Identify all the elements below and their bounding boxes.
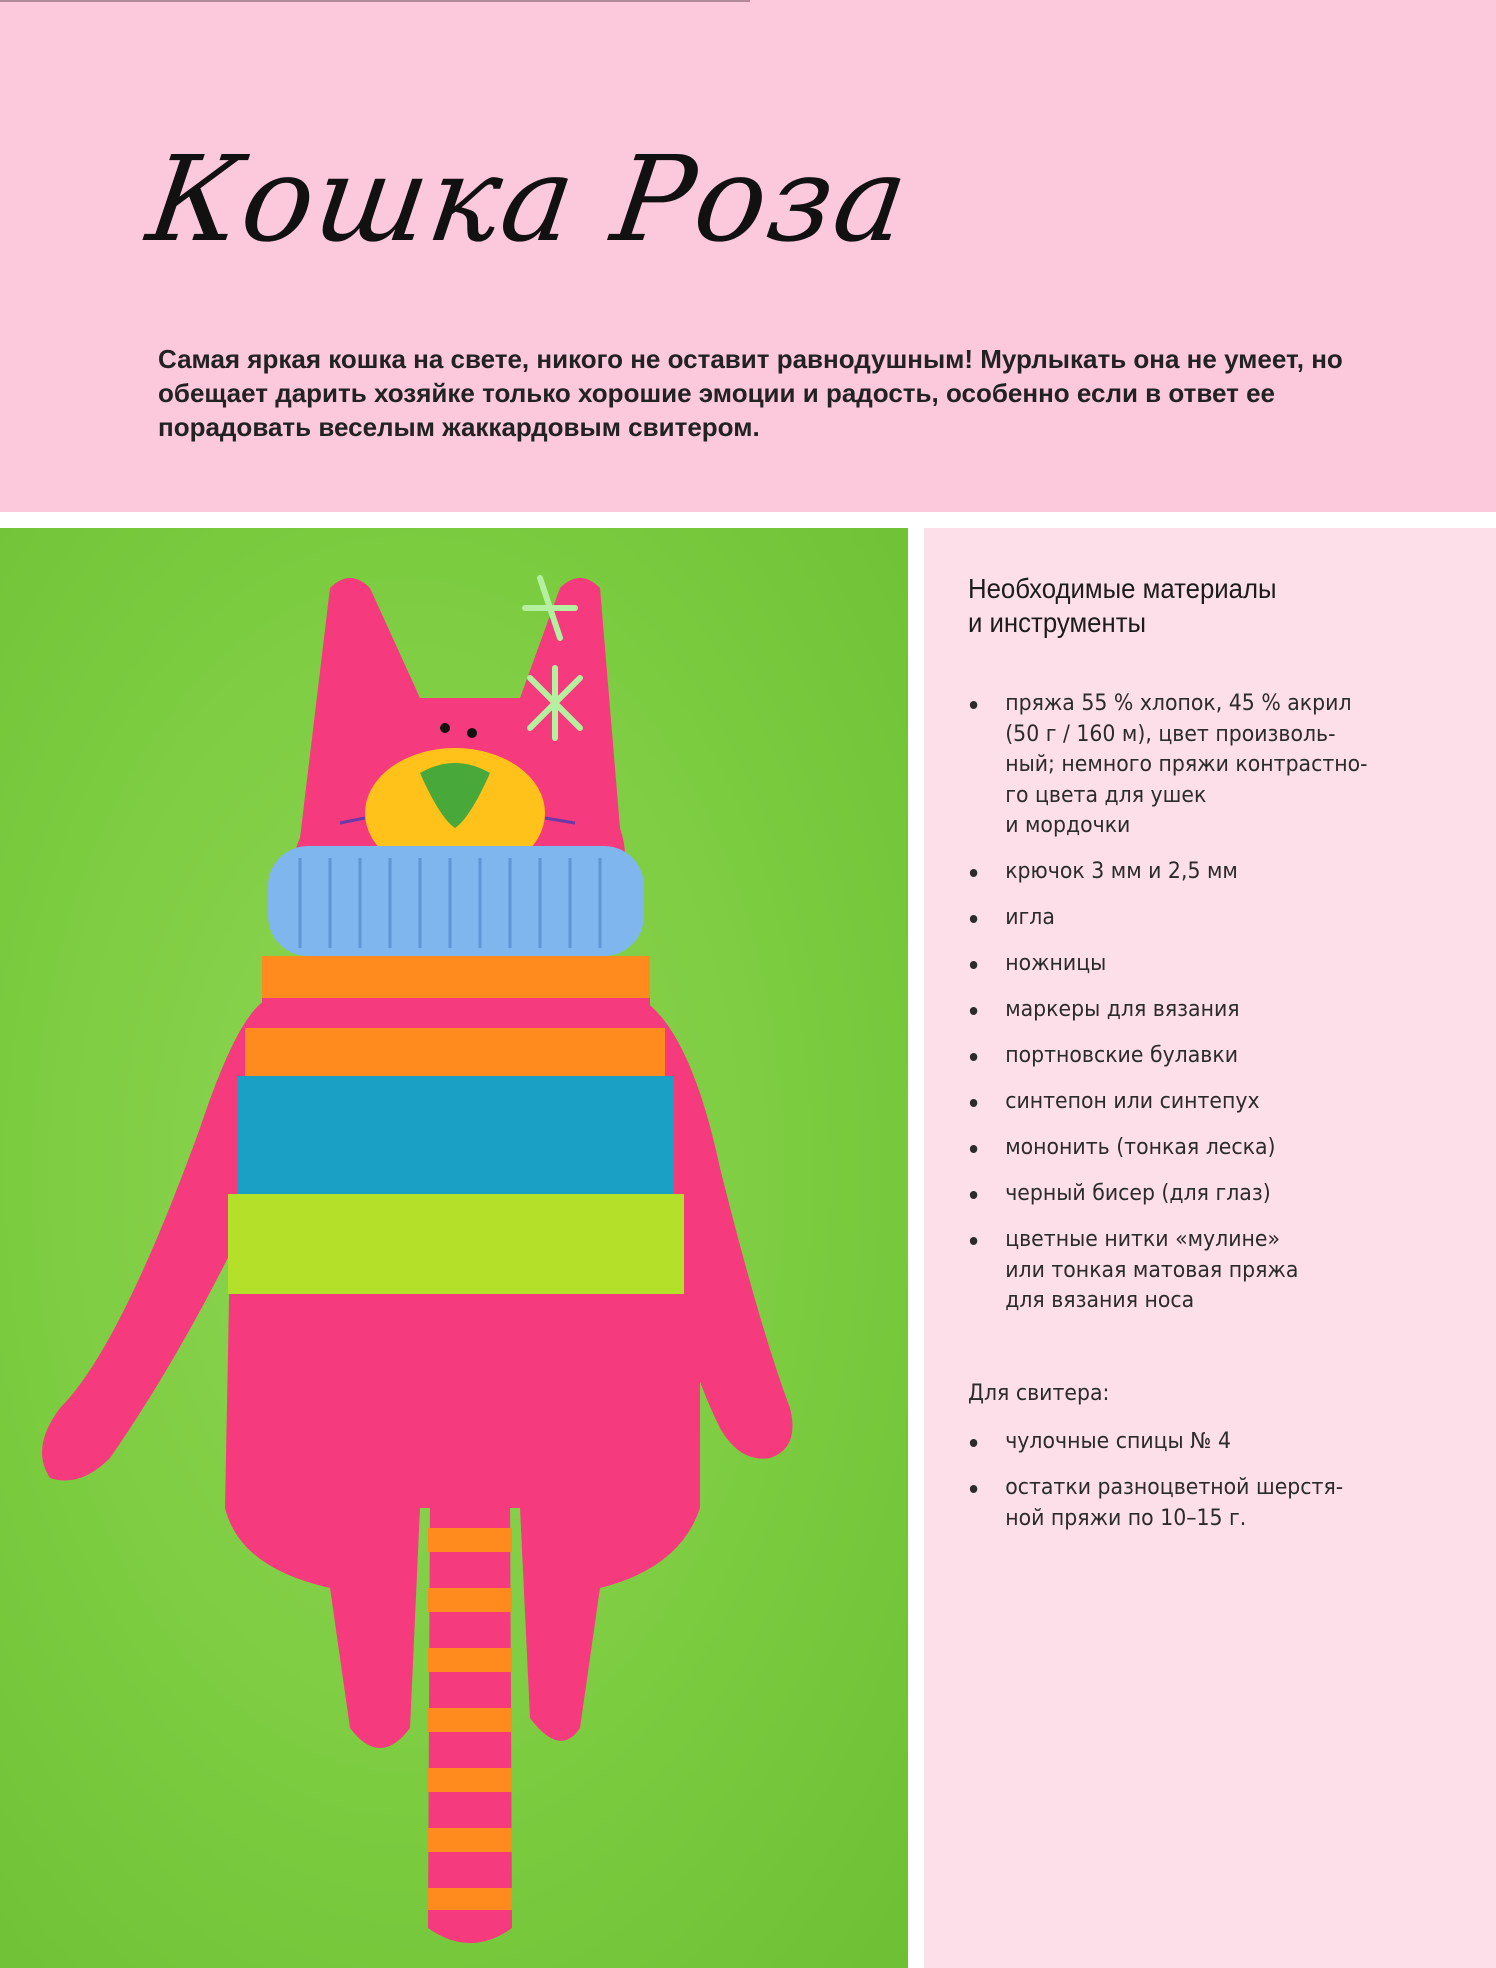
materials-heading: Необходимые материалы и инструменты	[968, 573, 1277, 638]
list-item: портновские булавки	[968, 1041, 1433, 1072]
sweater-body	[228, 956, 684, 1294]
cat-toy-photo	[0, 528, 908, 1968]
intro-paragraph: Самая яркая кошка на свете, никого не оставит равнодушным! Мурлыкать она не умеет, но обещает дарить хозяйке только хорошие эмоции и радость, особенно если в ответ ее порадовать веселым жаккардовым свитером.	[158, 344, 1343, 442]
list-item: ножницы	[968, 949, 1433, 980]
sweater-list	[968, 1427, 1468, 1550]
cat-eye-right	[467, 728, 477, 738]
materials-list	[968, 689, 1468, 1332]
sweater-collar	[268, 846, 644, 956]
list-item: цветные нитки «мулине» или тонкая матовая пряжа для вязания носа	[968, 1225, 1433, 1317]
cat-tail	[428, 1488, 512, 1943]
header-banner	[0, 0, 1496, 512]
top-rule	[0, 0, 750, 2]
list-item: остатки разноцветной шерстя- ной пряжи по 10–15 г.	[968, 1473, 1433, 1534]
list-item: чулочные спицы № 4	[968, 1427, 1433, 1458]
list-item: маркеры для вязания	[968, 995, 1433, 1026]
page-title: Кошка Роза	[140, 130, 918, 268]
list-item: черный бисер (для глаз)	[968, 1179, 1433, 1210]
cat-toy-illustration	[0, 528, 908, 1968]
cat-eye-left	[440, 723, 450, 733]
list-item: синтепон или синтепух	[968, 1087, 1433, 1118]
materials-panel	[924, 528, 1496, 1968]
sweater-label: Для свитера:	[968, 1381, 1110, 1406]
list-item: игла	[968, 903, 1433, 934]
list-item: мононить (тонкая леска)	[968, 1133, 1433, 1164]
list-item: пряжа 55 % хлопок, 45 % акрил (50 г / 160 м), цвет произволь- ный; немного пряжи контрастно- го цвета для ушек и мордочки	[968, 689, 1433, 842]
list-item: крючок 3 мм и 2,5 мм	[968, 857, 1433, 888]
